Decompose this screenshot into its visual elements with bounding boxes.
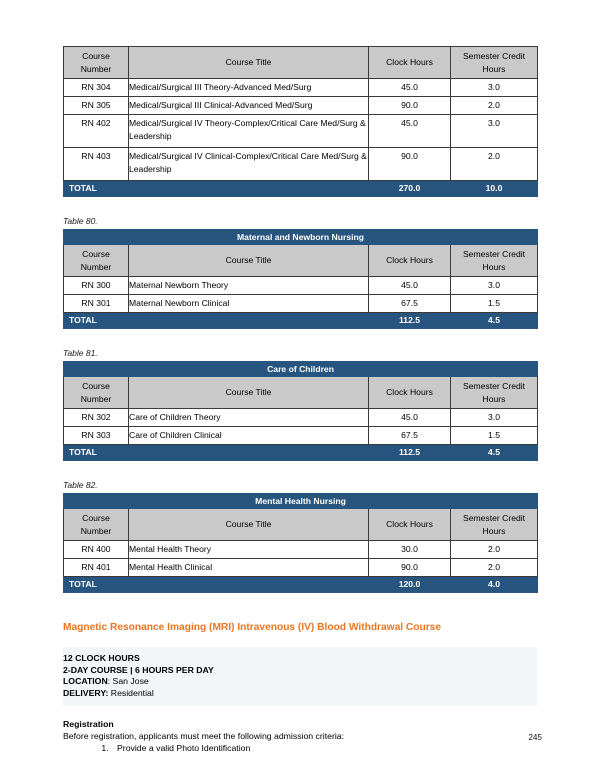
- header-text: Course: [82, 248, 110, 259]
- cell-clock-hours: 45.0: [369, 409, 451, 427]
- total-blank: [129, 445, 369, 461]
- cell-course-title: Maternal Newborn Theory: [129, 277, 369, 295]
- table-total-row: [64, 577, 538, 593]
- column-header-course-title: Course Title: [129, 509, 369, 541]
- table: [63, 361, 538, 461]
- cell-clock-hours: 67.5: [369, 427, 451, 445]
- cell-clock-hours: 90.0: [369, 559, 451, 577]
- header-text: Number: [80, 525, 112, 536]
- table-row: [64, 295, 538, 313]
- cell-clock-hours: 90.0: [369, 97, 451, 115]
- cell-clock-hours: 67.5: [369, 295, 451, 313]
- cell-course-number: RN 304: [64, 79, 129, 97]
- spacer: [63, 197, 537, 216]
- header-text: Number: [80, 63, 112, 74]
- cell-course-title: Care of Children Theory: [129, 409, 369, 427]
- course-table-mental-health: [63, 480, 537, 593]
- cell-credit-hours: 2.0: [451, 559, 538, 577]
- cell-credit-hours: 2.0: [451, 148, 538, 181]
- cell-course-number: RN 401: [64, 559, 129, 577]
- location-value: : San Jose: [107, 676, 149, 687]
- table-row: [64, 409, 538, 427]
- cell-credit-hours: 3.0: [451, 277, 538, 295]
- cell-course-title: Care of Children Clinical: [129, 427, 369, 445]
- cell-course-number: RN 305: [64, 97, 129, 115]
- column-header-semester-credit-hours: [451, 47, 538, 79]
- header-text: Semester Credit: [462, 512, 526, 523]
- table-header-row: [64, 245, 538, 277]
- column-header-course-number: [64, 47, 129, 79]
- table: [63, 46, 538, 197]
- spacer: [63, 329, 537, 348]
- clock-hours-text: 12 CLOCK HOURS: [63, 653, 140, 663]
- column-header-course-title: Course Title: [129, 47, 369, 79]
- total-clock-hours: 112.5: [369, 313, 451, 329]
- page-content: [63, 46, 537, 755]
- course-table-medsurg: [63, 46, 537, 197]
- spacer: [63, 635, 537, 647]
- total-label: TOTAL: [64, 577, 129, 593]
- total-credit-hours: 4.5: [451, 445, 538, 461]
- table-total-row: [64, 181, 538, 197]
- table-header-row: [64, 47, 538, 79]
- header-text: Hours: [482, 525, 506, 536]
- cell-course-title: Medical/Surgical III Clinical-Advanced Med/Surg: [129, 97, 369, 115]
- column-header-clock-hours: Clock Hours: [369, 377, 451, 409]
- table-total-row: [64, 313, 538, 329]
- course-length-text: 2-DAY COURSE | 6 HOURS PER DAY: [63, 664, 214, 675]
- header-text: Number: [80, 393, 112, 404]
- cell-clock-hours: 45.0: [369, 79, 451, 97]
- cell-course-number: RN 403: [64, 148, 129, 181]
- column-header-clock-hours: Clock Hours: [369, 245, 451, 277]
- cell-course-number: RN 302: [64, 409, 129, 427]
- location-label: LOCATION: [63, 676, 108, 687]
- course-length: [63, 665, 537, 677]
- column-header-clock-hours: Clock Hours: [369, 47, 451, 79]
- header-text: Semester Credit: [462, 50, 526, 61]
- header-text: Course: [82, 512, 110, 523]
- cell-course-number: RN 303: [64, 427, 129, 445]
- cell-course-number: RN 300: [64, 277, 129, 295]
- total-blank: [129, 313, 369, 329]
- column-header-clock-hours: Clock Hours: [369, 509, 451, 541]
- table-header-row: [64, 509, 538, 541]
- table-title-row: [64, 494, 538, 509]
- cell-credit-hours: 2.0: [451, 97, 538, 115]
- cell-credit-hours: 2.0: [451, 541, 538, 559]
- table-title-row: [64, 362, 538, 377]
- table-title: Maternal and Newborn Nursing: [64, 230, 538, 245]
- cell-course-title: Medical/Surgical IV Theory-Complex/Critical Care Med/Surg & Leadership: [129, 115, 369, 148]
- total-blank: [129, 577, 369, 593]
- header-text: Course: [82, 50, 110, 61]
- cell-clock-hours: 45.0: [369, 277, 451, 295]
- table-title-row: [64, 230, 538, 245]
- table-caption: Table 82.: [63, 480, 98, 490]
- cell-course-title: Mental Health Clinical: [129, 559, 369, 577]
- total-credit-hours: 4.5: [451, 313, 538, 329]
- cell-course-number: RN 402: [64, 115, 129, 148]
- course-clock-hours: [63, 653, 537, 665]
- table-row: [64, 427, 538, 445]
- cell-credit-hours: 1.5: [451, 295, 538, 313]
- cell-course-title: Medical/Surgical IV Clinical-Complex/Critical Care Med/Surg & Leadership: [129, 148, 369, 181]
- column-header-course-number: [64, 245, 129, 277]
- header-text: Hours: [482, 261, 506, 272]
- total-clock-hours: 270.0: [369, 181, 451, 197]
- spacer: [63, 461, 537, 480]
- column-header-semester-credit-hours: [451, 509, 538, 541]
- delivery-label: DELIVERY:: [63, 687, 109, 698]
- cell-course-title: Medical/Surgical III Theory-Advanced Med/Surg: [129, 79, 369, 97]
- table: [63, 229, 538, 329]
- course-info-block: [63, 647, 537, 706]
- spacer: [63, 607, 537, 621]
- cell-clock-hours: 30.0: [369, 541, 451, 559]
- table-caption: Table 81.: [63, 348, 98, 358]
- cell-course-number: RN 400: [64, 541, 129, 559]
- spacer: [63, 593, 537, 607]
- list-item: 1. Provide a valid Photo Identification: [111, 742, 537, 755]
- course-location: [63, 676, 537, 688]
- cell-credit-hours: 1.5: [451, 427, 538, 445]
- total-credit-hours: 4.0: [451, 577, 538, 593]
- header-text: Number: [80, 261, 112, 272]
- table-row: [64, 97, 538, 115]
- table-caption: Table 80.: [63, 216, 98, 226]
- column-header-course-title: Course Title: [129, 377, 369, 409]
- cell-credit-hours: 3.0: [451, 79, 538, 97]
- course-delivery: [63, 688, 537, 700]
- total-clock-hours: 112.5: [369, 445, 451, 461]
- column-header-semester-credit-hours: [451, 245, 538, 277]
- registration-criteria-list: [63, 742, 537, 755]
- spacer: [63, 706, 537, 718]
- table-row: [64, 559, 538, 577]
- table-header-row: [64, 377, 538, 409]
- cell-credit-hours: 3.0: [451, 409, 538, 427]
- header-text: Semester Credit: [462, 380, 526, 391]
- table-row: [64, 79, 538, 97]
- header-text: Hours: [482, 393, 506, 404]
- total-label: TOTAL: [64, 445, 129, 461]
- header-text: Semester Credit: [462, 248, 526, 259]
- table-row: [64, 541, 538, 559]
- header-text: Course: [82, 380, 110, 391]
- table-row: [64, 148, 538, 181]
- course-table-care-of-children: [63, 348, 537, 461]
- table-title: Care of Children: [64, 362, 538, 377]
- page-number: 245: [528, 733, 542, 742]
- column-header-course-number: [64, 377, 129, 409]
- table-row: [64, 277, 538, 295]
- course-table-maternal-newborn: [63, 216, 537, 329]
- total-blank: [129, 181, 369, 197]
- registration-heading: Registration: [63, 719, 114, 730]
- column-header-semester-credit-hours: [451, 377, 538, 409]
- table-total-row: [64, 445, 538, 461]
- total-label: TOTAL: [64, 181, 129, 197]
- column-header-course-title: Course Title: [129, 245, 369, 277]
- cell-course-number: RN 301: [64, 295, 129, 313]
- table: [63, 493, 538, 593]
- cell-clock-hours: 90.0: [369, 148, 451, 181]
- table-row: [64, 115, 538, 148]
- cell-credit-hours: 3.0: [451, 115, 538, 148]
- cell-clock-hours: 45.0: [369, 115, 451, 148]
- total-credit-hours: 10.0: [451, 181, 538, 197]
- cell-course-title: Mental Health Theory: [129, 541, 369, 559]
- page-title: Magnetic Resonance Imaging (MRI) Intravenous (IV) Blood Withdrawal Course: [63, 622, 442, 633]
- cell-course-title: Maternal Newborn Clinical: [129, 295, 369, 313]
- total-clock-hours: 120.0: [369, 577, 451, 593]
- table-title: Mental Health Nursing: [64, 494, 538, 509]
- registration-intro: Before registration, applicants must meet the following admission criteria:: [63, 731, 345, 742]
- header-text: Hours: [482, 63, 506, 74]
- delivery-value: Residential: [108, 687, 154, 698]
- total-label: TOTAL: [64, 313, 129, 329]
- column-header-course-number: [64, 509, 129, 541]
